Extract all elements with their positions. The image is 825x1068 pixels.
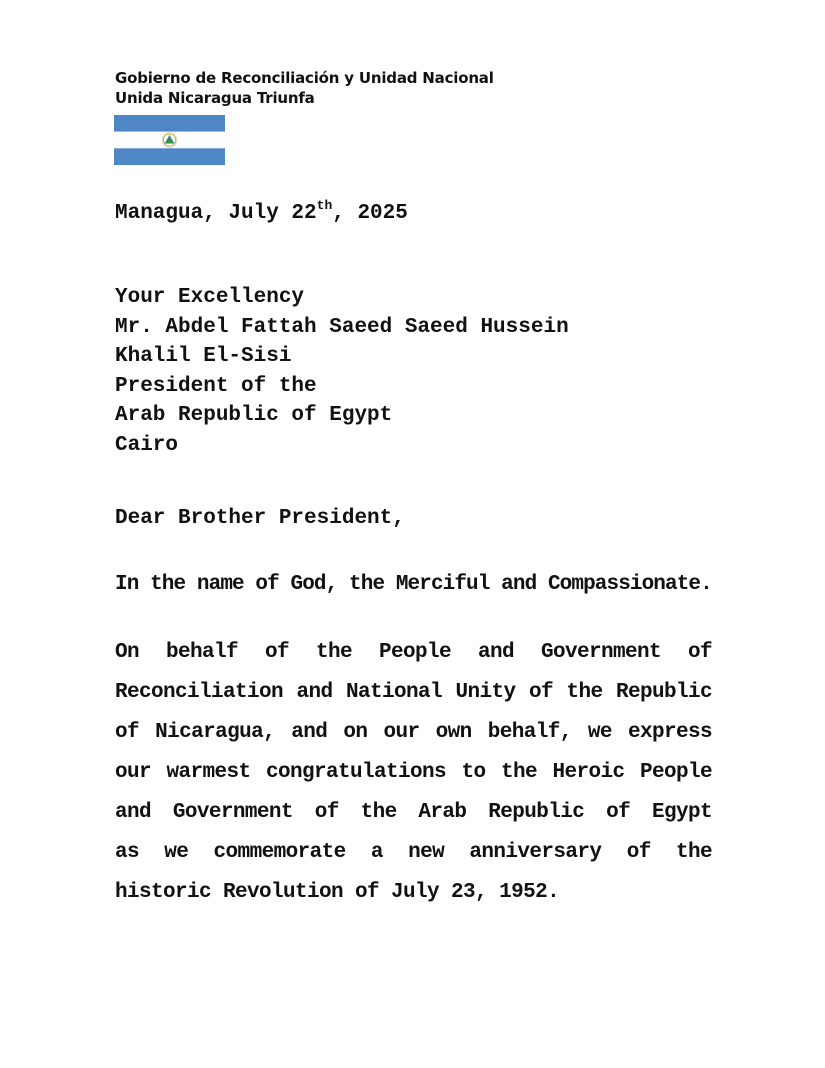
recipient-address <box>115 283 569 461</box>
date-year: , 2025 <box>332 202 408 225</box>
address-line: Mr. Abdel Fattah Saeed Saeed Hussein <box>115 315 569 339</box>
address-line: Your Excellency <box>115 286 305 309</box>
body-line: of Nicaragua, and on our own behalf, we express <box>115 721 712 744</box>
body-line: historic Revolution of July 23, 1952. <box>115 881 560 904</box>
body-line: Reconciliation and National Unity of the Republic <box>115 681 712 704</box>
letterhead <box>115 68 494 108</box>
date-prefix: Managua, July 22 <box>115 202 317 225</box>
address-line: President of the <box>115 374 317 398</box>
date-ordinal-suffix: th <box>316 198 333 213</box>
body-line: our warmest congratulations to the Heroic People <box>115 761 712 784</box>
letterhead-line-2: Unida Nicaragua Triunfa <box>115 89 315 107</box>
invocation: In the name of God, the Merciful and Compassionate. <box>115 573 712 596</box>
body-paragraph <box>115 639 712 919</box>
body-line: as we commemorate a new anniversary of the <box>115 841 712 864</box>
address-line: Arab Republic of Egypt <box>115 404 393 428</box>
salutation: Dear Brother President, <box>115 507 405 530</box>
address-line: Cairo <box>115 433 179 457</box>
nicaragua-flag-icon <box>114 115 225 165</box>
letterhead-line-1: Gobierno de Reconciliación y Unidad Nacional <box>115 69 494 87</box>
letter-date <box>115 200 408 228</box>
body-line: and Government of the Arab Republic of Egypt <box>115 801 712 824</box>
address-line: Khalil El-Sisi <box>115 345 292 369</box>
body-line: On behalf of the People and Government of <box>115 641 712 664</box>
